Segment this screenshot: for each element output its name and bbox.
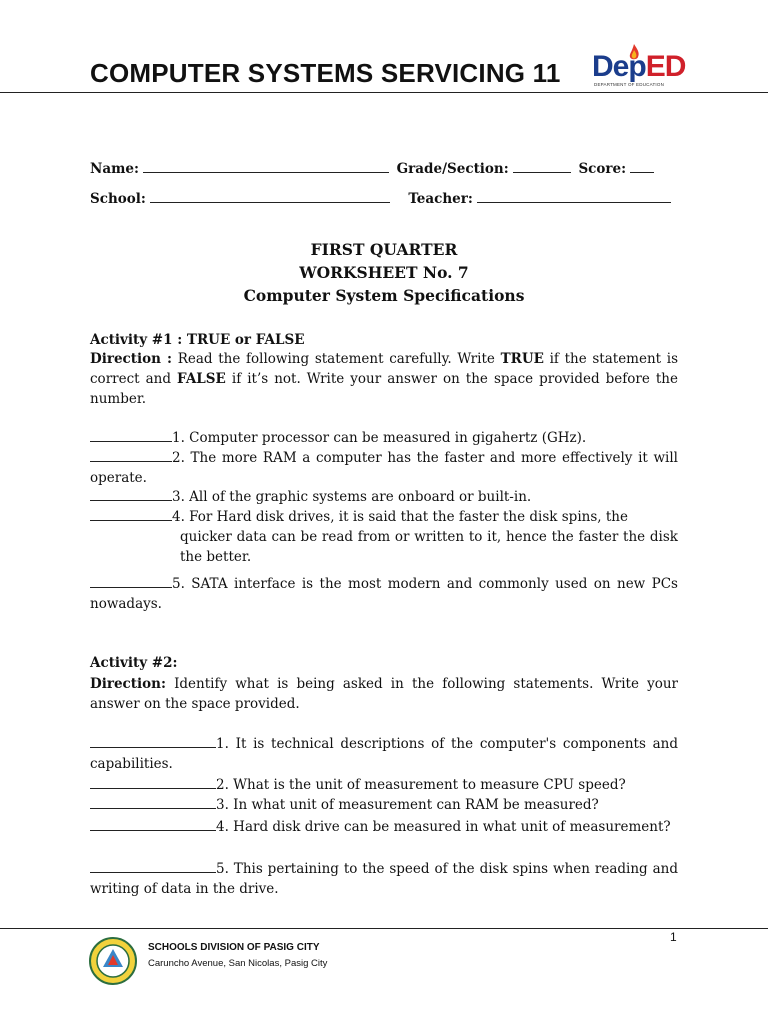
activity2-item: 1. It is technical descriptions of the computer's components and capabilities. — [90, 736, 678, 772]
score-label: Score: — [578, 161, 627, 177]
activity1-item: 5. SATA interface is the most modern and commonly used on new PCs nowadays. — [90, 576, 678, 612]
activity1-item: 1. Computer processor can be measured in gigahertz (GHz). — [90, 428, 678, 448]
answer-blank[interactable] — [90, 735, 216, 748]
answer-blank[interactable] — [90, 488, 172, 501]
activity2-item: 3. In what unit of measurement can RAM be measured? — [90, 795, 678, 815]
activity1-item: 2. The more RAM a computer has the faster and more effectively it will operate. — [90, 450, 678, 486]
footer-address: Caruncho Avenue, San Nicolas, Pasig City — [148, 958, 328, 969]
activity2-item: 4. Hard disk drive can be measured in what unit of measurement? — [90, 817, 678, 837]
worksheet-heading: WORKSHEET No. 7 — [299, 263, 469, 282]
activity2-item: 5. This pertaining to the speed of the disk spins when reading and writing of data in the drive. — [90, 861, 678, 897]
name-label: Name: — [90, 161, 139, 177]
logo-wordmark: DepED — [592, 50, 686, 83]
activity1-direction: Direction : Read the following statement carefully. Write TRUE if the statement is correct and FALSE if it’s not. Write your answer on the space provided before the number. — [90, 351, 679, 407]
activity2-item: 2. What is the unit of measurement to measure CPU speed? — [90, 775, 678, 795]
activity2-direction: Direction: Identify what is being asked in the following statements. Write your answer on the space provided. — [90, 676, 678, 712]
answer-blank[interactable] — [90, 860, 216, 873]
footer-divider — [0, 928, 768, 929]
document-title: COMPUTER SYSTEMS SERVICING 11 — [90, 58, 561, 88]
answer-blank[interactable] — [90, 508, 172, 521]
quarter-heading: FIRST QUARTER — [310, 240, 458, 259]
answer-blank[interactable] — [90, 575, 172, 588]
activity2-title: Activity #2: — [90, 655, 178, 671]
school-label: School: — [90, 191, 146, 207]
school-teacher-row — [90, 190, 674, 207]
teacher-label: Teacher: — [408, 191, 473, 207]
grade-section-blank[interactable] — [513, 160, 571, 173]
school-blank[interactable] — [150, 190, 390, 203]
deped-logo — [592, 44, 684, 90]
activity1-title: Activity #1 : TRUE or FALSE — [90, 332, 305, 348]
activity1-item: 3. All of the graphic systems are onboard or built-in. — [90, 487, 678, 507]
answer-blank[interactable] — [90, 818, 216, 831]
page-number: 1 — [670, 930, 677, 944]
score-blank[interactable] — [630, 160, 654, 173]
header-divider — [0, 92, 768, 93]
footer-organization: SCHOOLS DIVISION OF PASIG CITY — [148, 942, 320, 953]
activity1-item: 4. For Hard disk drives, it is said that the faster the disk spins, the — [90, 507, 678, 527]
logo-subtitle: DEPARTMENT OF EDUCATION — [594, 82, 665, 87]
name-grade-score-row — [90, 160, 657, 177]
answer-blank[interactable] — [90, 449, 172, 462]
grade-section-label: Grade/Section: — [396, 161, 509, 177]
name-blank[interactable] — [143, 160, 389, 173]
answer-blank[interactable] — [90, 776, 216, 789]
answer-blank[interactable] — [90, 796, 216, 809]
teacher-blank[interactable] — [477, 190, 671, 203]
division-seal-icon — [88, 936, 138, 986]
topic-heading: Computer System Specifications — [243, 286, 525, 305]
answer-blank[interactable] — [90, 429, 172, 442]
activity1-item-continuation: quicker data can be read from or written to it, hence the faster the disk the better. — [180, 529, 678, 565]
